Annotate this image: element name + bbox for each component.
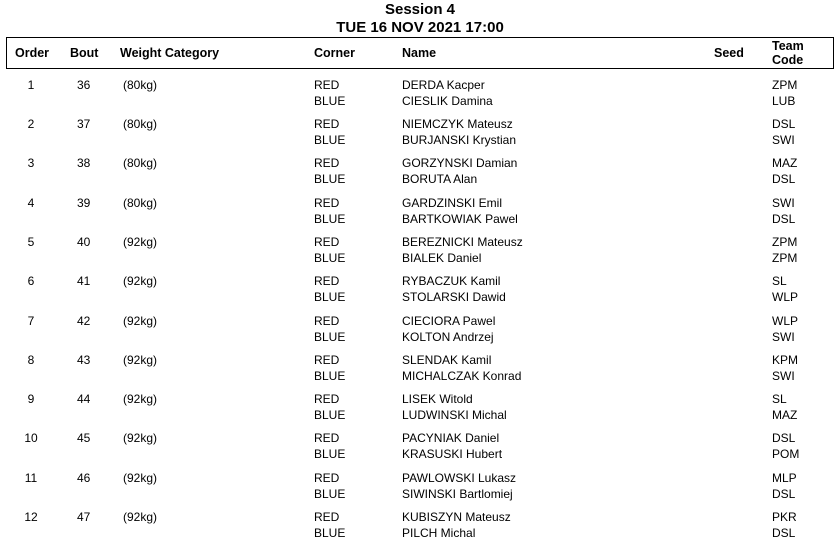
table-row [0,117,840,149]
table-row [0,353,840,385]
red-team-code: MAZ [772,156,798,170]
corner-red-label: RED [314,353,340,367]
corner-red-label: RED [314,235,340,249]
corner-blue-label: BLUE [314,93,346,108]
red-boxer-name: PAWLOWSKI Lukasz [402,471,517,485]
bout-number: 38 [77,156,91,170]
blue-boxer-name: STOLARSKI Dawid [402,289,506,304]
session-title: Session 4 [384,1,456,18]
bout-order: 9 [27,392,35,406]
bout-number: 47 [77,510,91,524]
corner-red-label: RED [314,471,340,485]
blue-team-code: WLP [772,289,799,304]
blue-boxer-name: BORUTA Alan [402,171,478,186]
blue-boxer-name: SIWINSKI Bartlomiej [402,486,513,501]
bout-number: 46 [77,471,91,485]
bout-order: 1 [27,78,35,92]
bout-weight-category: (92kg) [123,274,158,288]
table-row [0,431,840,463]
red-boxer-name: RYBACZUK Kamil [402,274,501,288]
col-team-line1: Team [772,39,804,53]
corner-red-label: RED [314,156,340,170]
red-team-code: SL [772,392,787,406]
col-weight-category: Weight Category [120,46,220,60]
corner-blue-label: BLUE [314,289,346,304]
blue-team-code: SWI [772,132,795,147]
table-row [0,392,840,424]
corner-red-label: RED [314,274,340,288]
corner-blue-label: BLUE [314,446,346,461]
bout-order: 11 [24,471,38,485]
bout-number: 36 [77,78,91,92]
col-corner: Corner [314,46,355,60]
col-bout: Bout [70,46,99,60]
bout-order: 5 [27,235,35,249]
bout-weight-category: (92kg) [123,510,158,524]
red-team-code: DSL [772,431,796,445]
red-team-code: WLP [772,314,799,328]
table-row [0,510,840,542]
table-row [0,156,840,188]
corner-red-label: RED [314,510,340,524]
red-boxer-name: LISEK Witold [402,392,473,406]
red-team-code: MLP [772,471,797,485]
table-row [0,235,840,267]
bout-weight-category: (80kg) [123,117,158,131]
table-row [0,78,840,110]
bout-order: 3 [27,156,35,170]
bout-weight-category: (80kg) [123,156,158,170]
red-boxer-name: GARDZINSKI Emil [402,196,503,210]
bout-weight-category: (92kg) [123,235,158,249]
bout-order: 2 [27,117,35,131]
bout-number: 37 [77,117,91,131]
blue-boxer-name: BARTKOWIAK Pawel [402,211,518,226]
bout-number: 40 [77,235,91,249]
corner-red-label: RED [314,117,340,131]
bout-weight-category: (92kg) [123,471,158,485]
blue-team-code: MAZ [772,407,798,422]
bout-weight-category: (92kg) [123,353,158,367]
red-boxer-name: SLENDAK Kamil [402,353,492,367]
table-row [0,196,840,228]
blue-team-code: LUB [772,93,796,108]
bout-order: 12 [24,510,38,524]
blue-boxer-name: BURJANSKI Krystian [402,132,517,147]
corner-blue-label: BLUE [314,329,346,344]
blue-team-code: DSL [772,171,796,186]
red-boxer-name: CIECIORA Pawel [402,314,496,328]
blue-team-code: SWI [772,368,795,383]
red-boxer-name: KUBISZYN Mateusz [402,510,511,524]
corner-blue-label: BLUE [314,407,346,422]
bout-weight-category: (80kg) [123,196,158,210]
blue-team-code: DSL [772,525,796,540]
table-row [0,274,840,306]
corner-blue-label: BLUE [314,211,346,226]
corner-red-label: RED [314,392,340,406]
bout-weight-category: (92kg) [123,431,158,445]
blue-boxer-name: MICHALCZAK Konrad [402,368,522,383]
red-team-code: SWI [772,196,795,210]
bout-weight-category: (92kg) [123,314,158,328]
blue-team-code: POM [772,446,800,461]
bout-order: 10 [24,431,38,445]
blue-boxer-name: PILCH Michal [402,525,476,540]
col-order: Order [15,46,50,60]
corner-blue-label: BLUE [314,486,346,501]
blue-team-code: ZPM [772,250,798,265]
red-team-code: ZPM [772,235,798,249]
corner-red-label: RED [314,431,340,445]
blue-boxer-name: LUDWINSKI Michal [402,407,507,422]
col-name: Name [402,46,437,60]
bout-weight-category: (80kg) [123,78,158,92]
blue-team-code: DSL [772,211,796,226]
blue-team-code: DSL [772,486,796,501]
bout-order: 7 [27,314,35,328]
red-boxer-name: GORZYNSKI Damian [402,156,518,170]
red-boxer-name: PACYNIAK Daniel [402,431,500,445]
red-team-code: PKR [772,510,797,524]
table-header [6,37,834,69]
corner-blue-label: BLUE [314,171,346,186]
red-team-code: KPM [772,353,799,367]
corner-red-label: RED [314,78,340,92]
bout-number: 42 [77,314,91,328]
blue-boxer-name: KOLTON Andrzej [402,329,494,344]
table-row [0,314,840,346]
bout-order: 4 [27,196,35,210]
blue-boxer-name: KRASUSKI Hubert [402,446,503,461]
red-boxer-name: DERDA Kacper [402,78,485,92]
corner-red-label: RED [314,196,340,210]
bout-number: 41 [77,274,91,288]
blue-boxer-name: CIESLIK Damina [402,93,493,108]
bout-weight-category: (92kg) [123,392,158,406]
red-team-code: SL [772,274,787,288]
session-datetime: TUE 16 NOV 2021 17:00 [336,19,504,36]
blue-boxer-name: BIALEK Daniel [402,250,482,265]
col-seed: Seed [714,46,744,60]
bout-number: 45 [77,431,91,445]
bout-number: 43 [77,353,91,367]
corner-blue-label: BLUE [314,525,346,540]
corner-red-label: RED [314,314,340,328]
blue-team-code: SWI [772,329,795,344]
bout-number: 44 [77,392,91,406]
col-team-line2: Code [772,53,804,67]
bout-number: 39 [77,196,91,210]
bout-order: 6 [27,274,35,288]
corner-blue-label: BLUE [314,368,346,383]
corner-blue-label: BLUE [314,132,346,147]
bout-order: 8 [27,353,35,367]
red-boxer-name: NIEMCZYK Mateusz [402,117,513,131]
corner-blue-label: BLUE [314,250,346,265]
red-boxer-name: BEREZNICKI Mateusz [402,235,523,249]
red-team-code: ZPM [772,78,798,92]
red-team-code: DSL [772,117,796,131]
table-row [0,471,840,503]
